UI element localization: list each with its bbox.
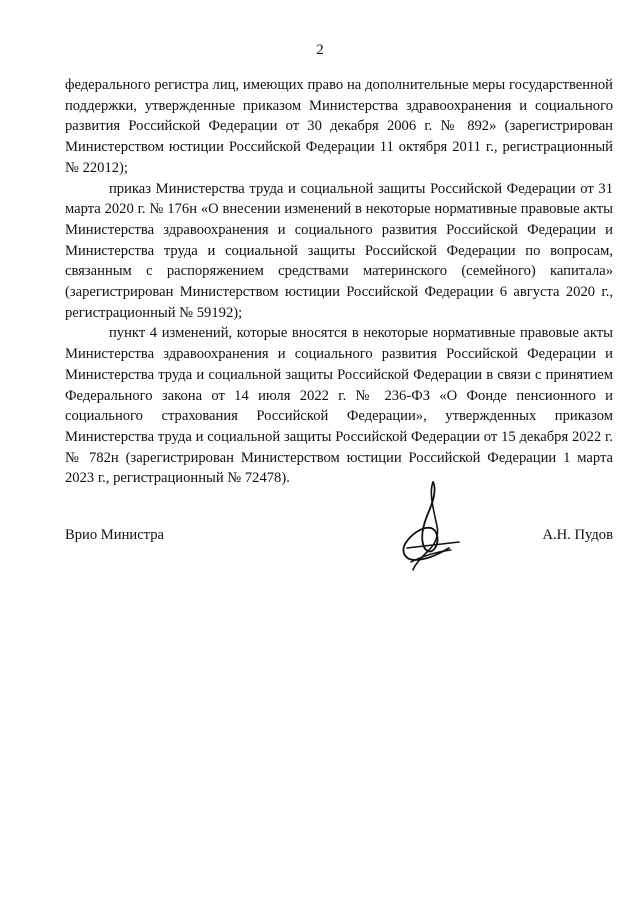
- paragraph-continuation: федерального регистра лиц, имеющих право на дополнительные меры государственной поддержки, утвержденные приказом Министерства здравоохранения и социального развития Российской Федерации от 30 декабря 2006 г. № 892» (зарегистрирован Министерством юстиции Российской Федерации 11 октября 2011 г., регистрационный № 22012);: [65, 77, 613, 176]
- signer-name: А.Н. Пудов: [542, 527, 613, 543]
- page-number: 2: [316, 42, 324, 58]
- signature-block: [65, 525, 613, 549]
- paragraph-order-176n: приказ Министерства труда и социальной защиты Российской Федерации от 31 марта 2020 г. № 176н «О внесении изменений в некоторые нормативные правовые акты Министерства здравоохранения и социального развития Российской Федерации и Министерства труда и социальной защиты Российской Федерации по вопросам, связанным с распоряжением средствами материнского (семейного) капитала» (зарегистрирован Министерством юстиции Российской Федерации 6 августа 2020 г., регистрационный № 59192);: [65, 180, 613, 321]
- paragraph-item-4: пункт 4 изменений, которые вносятся в некоторые нормативные правовые акты Министерства здравоохранения и социального развития Российской Федерации и Министерства труда и социальной защиты Российской Федерации в связи с принятием Федерального закона от 14 июля 2022 г. № 236-ФЗ «О Фонде пенсионного и социального страхования Российской Федерации», утвержденных приказом Министерства труда и социальной защиты Российской Федерации от 15 декабря 2022 г. № 782н (зарегистрирован Министерством юстиции Российской Федерации 1 марта 2023 г., регистрационный № 72478).: [65, 325, 613, 487]
- signer-title: Врио Министра: [65, 527, 164, 543]
- document-body: [65, 75, 613, 489]
